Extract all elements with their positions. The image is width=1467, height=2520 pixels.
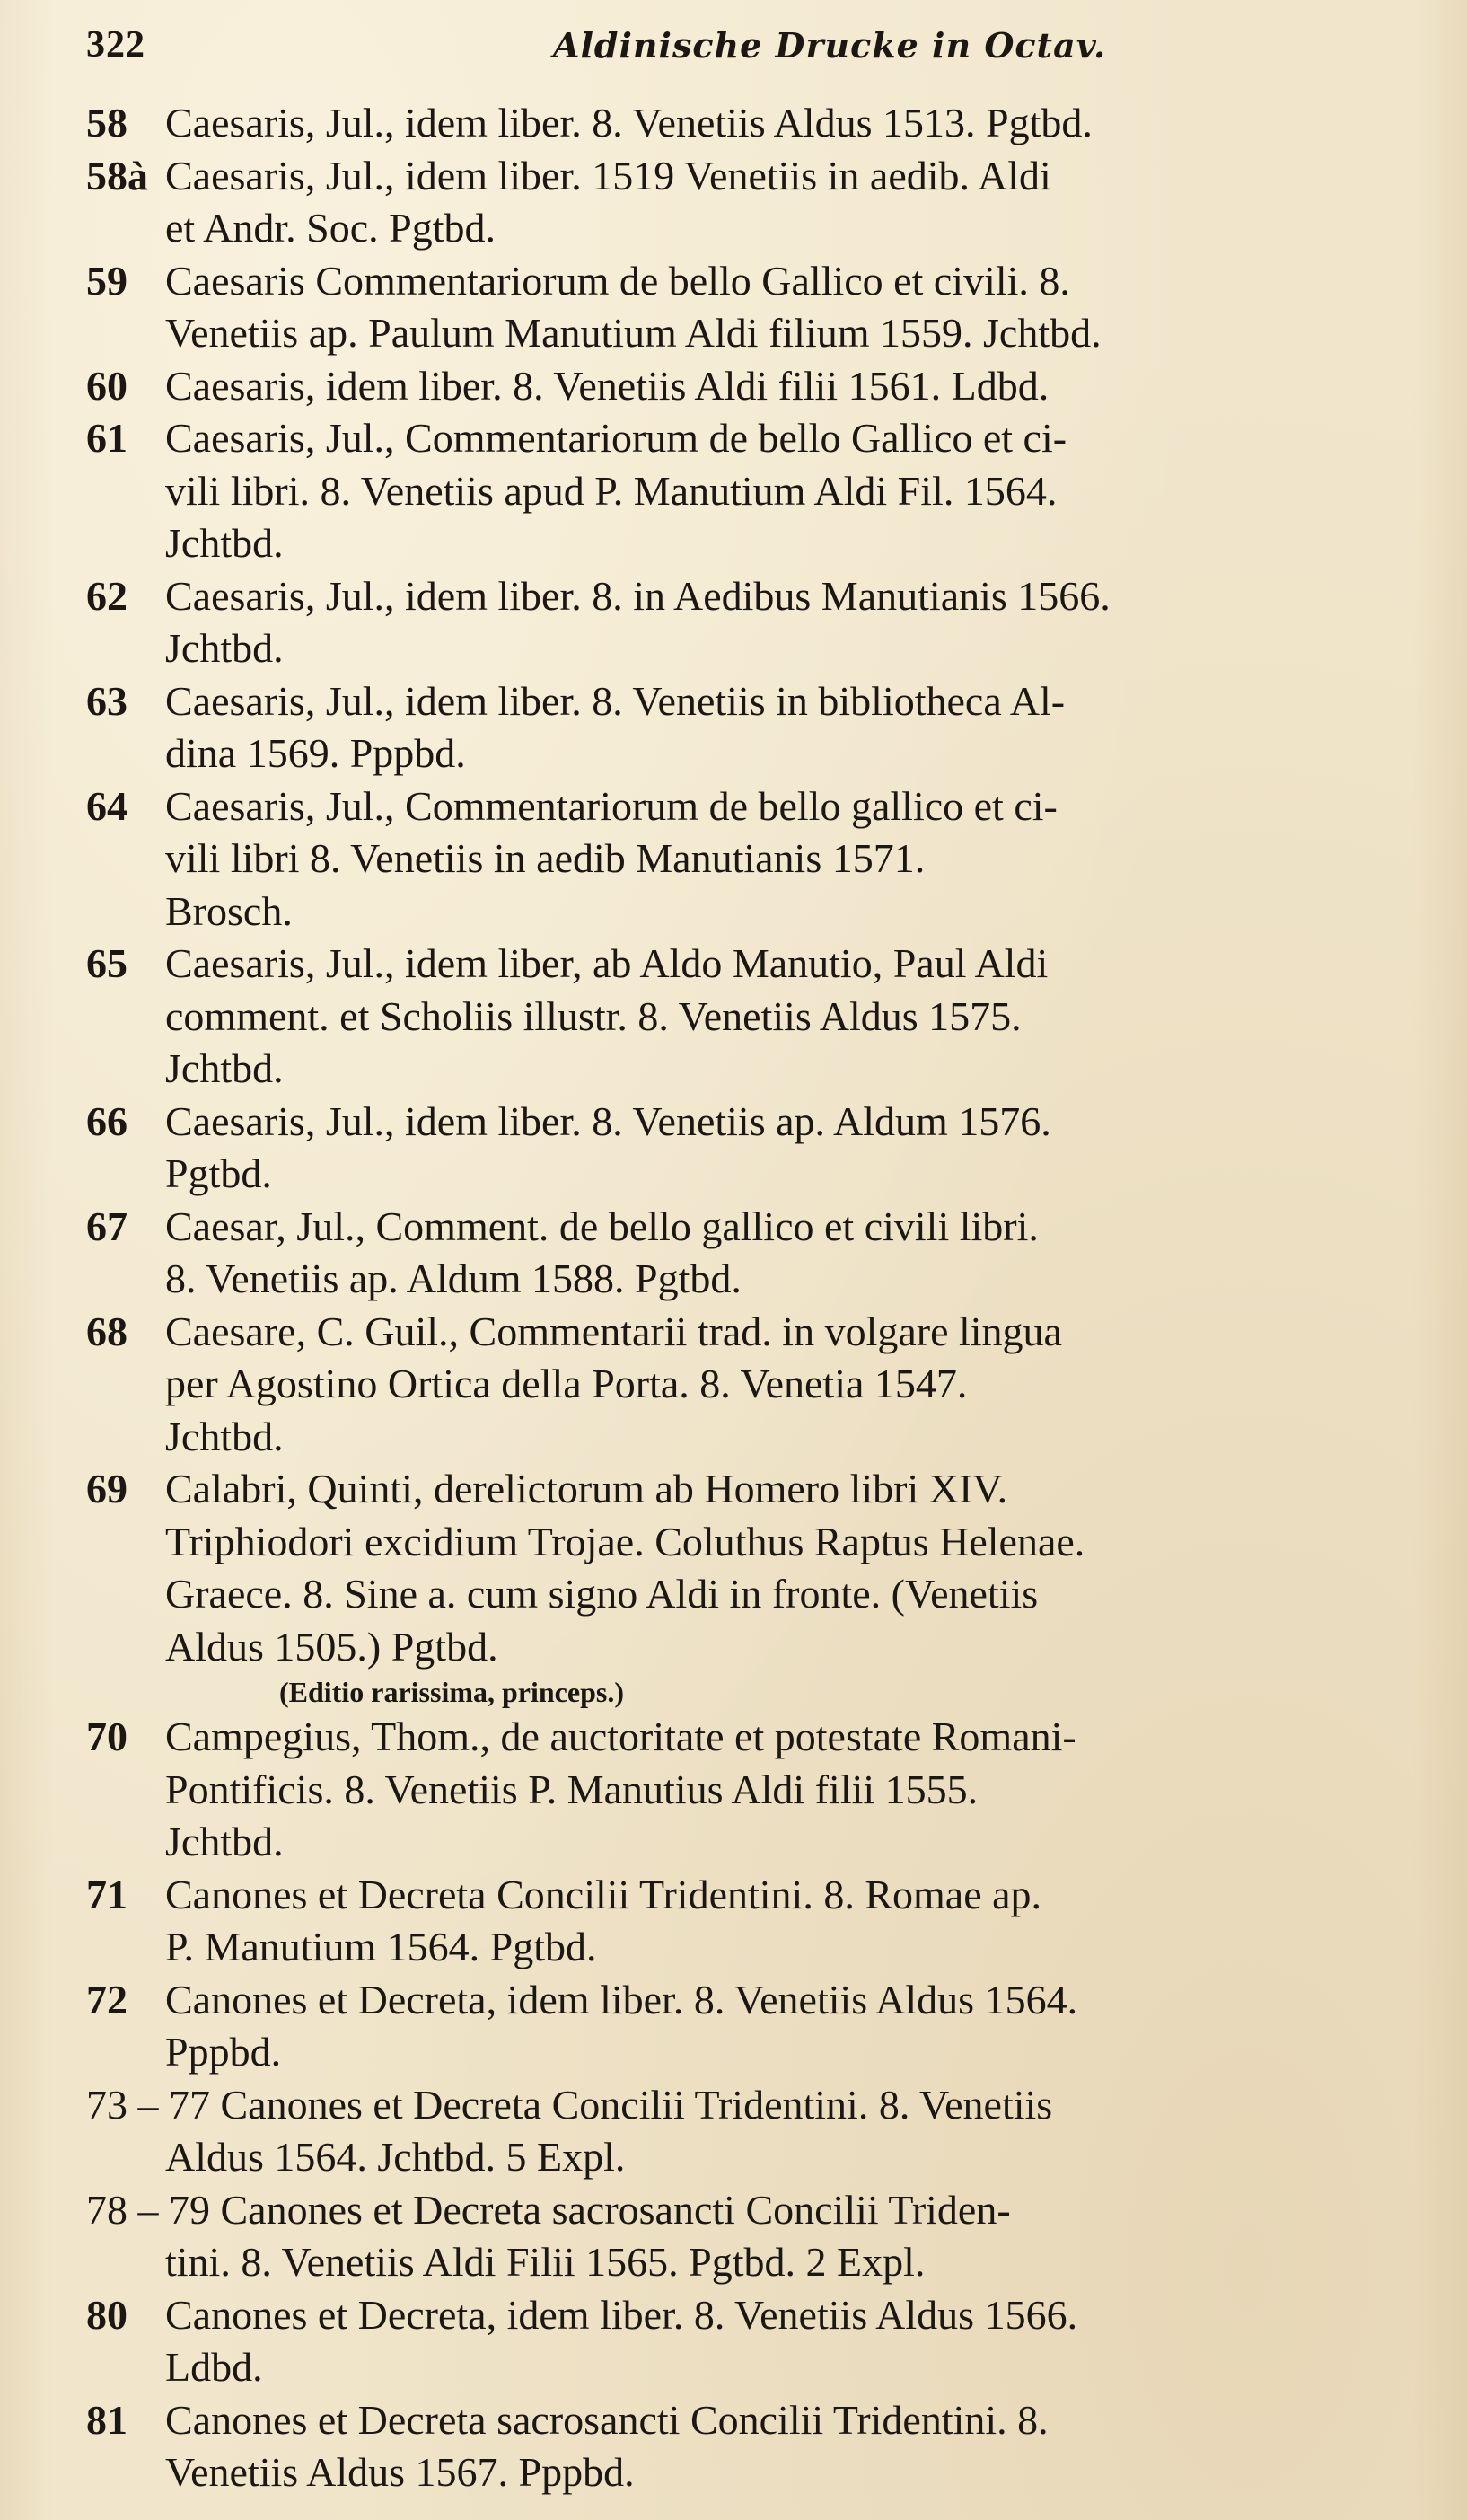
entry-line: Campegius, Thom., de auctoritate et potestate Romani- — [165, 1714, 1076, 1759]
entry-72 — [86, 1974, 1422, 2079]
entry-63 — [86, 675, 1422, 780]
entry-line: tini. 8. Venetiis Aldi Filii 1565. Pgtbd. 2 Expl. — [165, 2239, 926, 2285]
entry-line: et Andr. Soc. Pgtbd. — [165, 205, 496, 251]
entry-line: Jchtbd. — [165, 1819, 284, 1864]
entry-number: 61 — [86, 415, 127, 461]
entry-71 — [86, 1869, 1422, 1974]
entry-line: Caesaris, Jul., idem liber. 8. in Aedibus Manutianis 1566. — [165, 572, 1111, 619]
entry-line: Aldus 1505.) Pgtbd. — [165, 1623, 498, 1670]
entry-line: Caesaris Commentariorum de bello Gallico et civili. 8. — [165, 257, 1070, 304]
catalogue-entries — [86, 97, 1422, 2499]
entry-number: 71 — [86, 1871, 127, 1917]
entry-line: Jchtbd. — [165, 520, 284, 566]
entry-67 — [86, 1201, 1422, 1306]
entry-81 — [86, 2394, 1422, 2499]
entry-number: 65 — [86, 940, 127, 986]
entry-number: 58 — [86, 100, 127, 145]
entry-number: 60 — [86, 362, 127, 409]
entry-note: (Editio rarissima, princeps.) — [279, 1676, 624, 1708]
running-head: Aldinische Drucke in Octav. — [553, 25, 1107, 66]
entry-line: Aldus 1564. Jchtbd. 5 Expl. — [165, 2134, 626, 2180]
entry-line: P. Manutium 1564. Pgtbd. — [165, 1924, 597, 1969]
entry-line: Caesar, Jul., Comment. de bello gallico et civili libri. — [165, 1203, 1039, 1249]
entry-line: vili libri. 8. Venetiis apud P. Manutium Aldi Fil. 1564. — [165, 467, 1058, 514]
entry-line: Caesaris, Jul., idem liber. 8. Venetiis Aldus 1513. Pgtbd. — [165, 100, 1093, 145]
entry-number: 66 — [86, 1097, 127, 1144]
entry-number: 62 — [86, 572, 127, 619]
entry-line: Jchtbd. — [165, 1413, 284, 1459]
entry-number: 70 — [86, 1714, 127, 1759]
entry-line: Canones et Decreta Concilii Tridentini. 8. Romae ap. — [165, 1871, 1042, 1917]
entry-60 — [86, 360, 1422, 413]
entry-number: 81 — [86, 2396, 127, 2443]
entry-line: Caesare, C. Guil., Commentarii trad. in volgare lingua — [165, 1308, 1062, 1354]
entry-line: 73 – 77 Canones et Decreta Concilii Tridentini. 8. Venetiis — [86, 2081, 1053, 2128]
entry-73-77 — [86, 2079, 1422, 2184]
entry-line: 8. Venetiis ap. Aldum 1588. Pgtbd. — [165, 1256, 742, 1301]
entry-number: 58à — [86, 152, 148, 198]
entry-number: 59 — [86, 257, 127, 304]
entry-line: Pontificis. 8. Venetiis P. Manutius Aldi filii 1555. — [165, 1766, 979, 1812]
entry-line: Pgtbd. — [165, 1150, 272, 1196]
entry-68 — [86, 1306, 1422, 1464]
entry-line: Caesaris, Jul., idem liber. 8. Venetiis ap. Aldum 1576. — [165, 1097, 1051, 1144]
entry-line: Caesaris, Jul., idem liber, ab Aldo Manutio, Paul Aldi — [165, 940, 1049, 986]
entry-70 — [86, 1711, 1422, 1869]
page-number: 322 — [86, 24, 145, 66]
entry-64 — [86, 780, 1422, 938]
entry-number: 68 — [86, 1308, 127, 1354]
entry-line: Caesaris, idem liber. 8. Venetiis Aldi filii 1561. Ldbd. — [165, 362, 1050, 409]
entry-80 — [86, 2289, 1422, 2394]
entry-59 — [86, 255, 1422, 360]
entry-number: 69 — [86, 1466, 127, 1511]
entry-number: 80 — [86, 2291, 127, 2338]
entry-line: vili libri 8. Venetiis in aedib Manutianis 1571. — [165, 835, 926, 881]
entry-line: Jchtbd. — [165, 1045, 284, 1091]
entry-number: 64 — [86, 782, 127, 829]
entry-line: 78 – 79 Canones et Decreta sacrosancti Concilii Triden- — [86, 2186, 1011, 2233]
entry-line: Triphiodori excidium Trojae. Coluthus Raptus Helenae. — [165, 1518, 1085, 1564]
entry-65 — [86, 938, 1422, 1096]
entry-line: Caesaris, Jul., Commentariorum de bello gallico et ci- — [165, 782, 1058, 829]
entry-58a — [86, 150, 1422, 255]
entry-78-79 — [86, 2184, 1422, 2289]
entry-line: Ldbd. — [165, 2344, 263, 2390]
entry-line: Canones et Decreta, idem liber. 8. Venetiis Aldus 1564. — [165, 1976, 1078, 2022]
page-header — [86, 16, 1415, 79]
entry-line: Jchtbd. — [165, 625, 284, 671]
entry-line: Pppbd. — [165, 2029, 282, 2075]
entry-line: Caesaris, Jul., idem liber. 8. Venetiis in bibliotheca Al- — [165, 677, 1066, 724]
entry-61 — [86, 412, 1422, 570]
entry-62 — [86, 570, 1422, 675]
entry-58 — [86, 97, 1422, 150]
entry-line: comment. et Scholiis illustr. 8. Venetiis Aldus 1575. — [165, 992, 1022, 1039]
entry-line: Venetiis Aldus 1567. Pppbd. — [165, 2449, 635, 2495]
entry-69 — [86, 1463, 1422, 1711]
entry-line: Caesaris, Jul., idem liber. 1519 Venetiis in aedib. Aldi — [165, 152, 1051, 198]
entry-line: Caesaris, Jul., Commentariorum de bello Gallico et ci- — [165, 415, 1067, 461]
entry-line: Calabri, Quinti, derelictorum ab Homero libri XIV. — [165, 1466, 1008, 1511]
entry-line: Canones et Decreta, idem liber. 8. Venetiis Aldus 1566. — [165, 2291, 1078, 2338]
entry-line: Canones et Decreta sacrosancti Concilii Tridentini. 8. — [165, 2396, 1049, 2443]
entry-line: Graece. 8. Sine a. cum signo Aldi in fronte. (Venetiis — [165, 1571, 1039, 1617]
entry-number: 67 — [86, 1203, 127, 1249]
entry-number: 72 — [86, 1976, 127, 2022]
entry-line: Venetiis ap. Paulum Manutium Aldi filium 1559. Jchtbd. — [165, 310, 1102, 356]
entry-number: 63 — [86, 677, 127, 724]
entry-line: Brosch. — [165, 887, 293, 934]
entry-line: dina 1569. Pppbd. — [165, 730, 466, 776]
entry-66 — [86, 1096, 1422, 1201]
entry-line: per Agostino Ortica della Porta. 8. Venetia 1547. — [165, 1361, 968, 1406]
